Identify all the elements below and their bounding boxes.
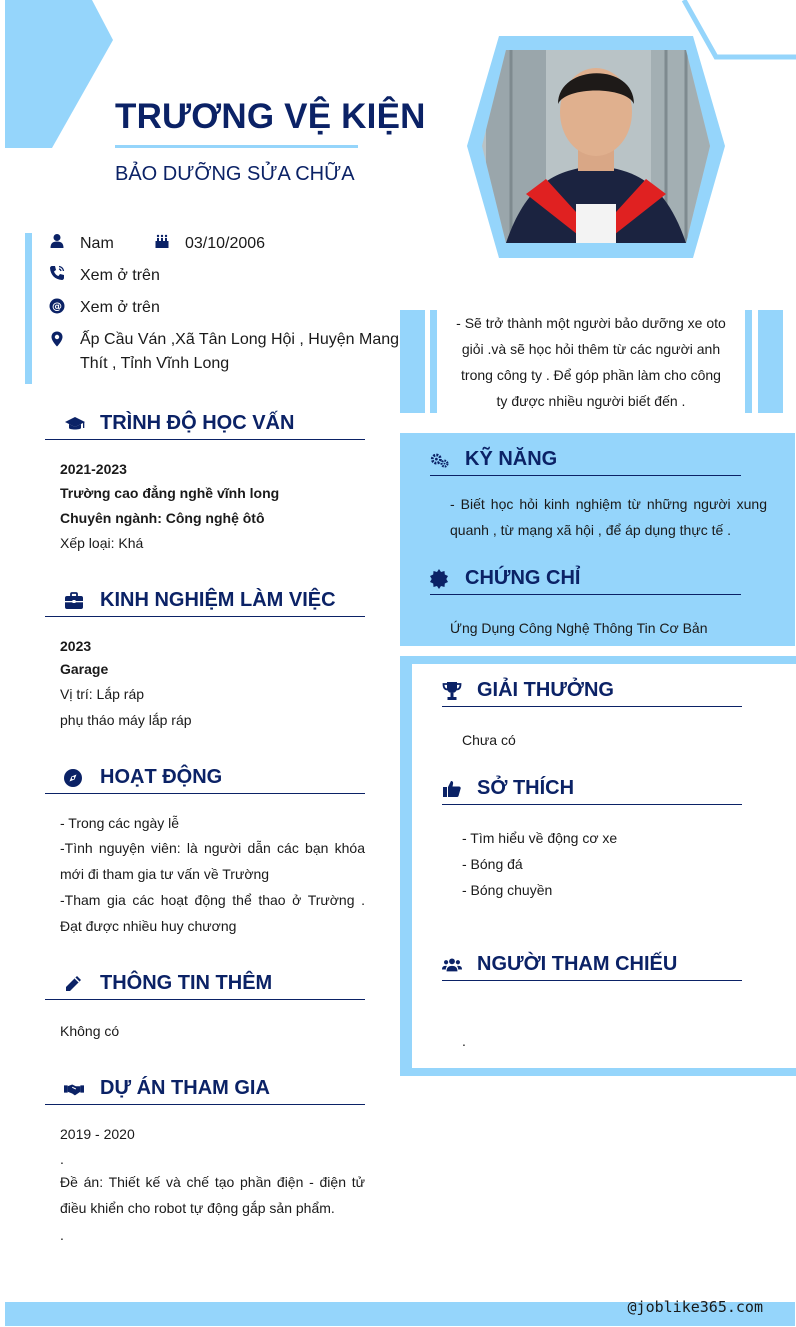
corner-decoration-left <box>0 0 120 150</box>
certificates-divider <box>430 594 741 595</box>
skills-divider <box>430 475 741 476</box>
activities-line-2: -Tình nguyện viên: là người dẫn các bạn khóa mới đi tham gia tư vấn về Trường <box>60 840 365 882</box>
objective-bar-left-inner <box>430 310 437 413</box>
projects-dot-2: . <box>60 1227 64 1243</box>
certificate-badge-icon <box>428 568 450 590</box>
certificates-title: CHỨNG CHỈ <box>465 567 581 589</box>
hobby-item-1: - Tìm hiểu về động cơ xe <box>462 830 618 846</box>
briefcase-icon <box>63 590 85 612</box>
address-line-1: Ấp Cầu Ván ,Xã Tân Long Hội , Huyện Mang <box>80 331 400 348</box>
footer-brand: @joblike365.com <box>627 1298 763 1316</box>
skills-title: KỸ NĂNG <box>465 448 558 470</box>
pencil-icon <box>62 973 84 995</box>
candidate-name: TRƯƠNG VỆ KIỆN <box>115 97 426 136</box>
hobby-item-2: - Bóng đá <box>462 856 523 872</box>
education-divider <box>45 439 365 440</box>
projects-title: DỰ ÁN THAM GIA <box>100 1077 270 1099</box>
hobbies-divider <box>442 804 742 805</box>
experience-position: Vị trí: Lắp ráp <box>60 686 145 702</box>
experience-divider <box>45 616 365 617</box>
email-at-icon <box>49 298 65 314</box>
education-period: 2021-2023 <box>60 461 127 477</box>
experience-title: KINH NGHIỆM LÀM VIỆC <box>100 589 336 611</box>
svg-text:@: @ <box>52 301 62 313</box>
references-text: . <box>462 1033 466 1049</box>
avatar-photo <box>466 34 726 260</box>
awards-text: Chưa có <box>462 732 516 748</box>
hobby-item-3: - Bóng chuyền <box>462 882 553 898</box>
job-title: BẢO DƯỠNG SỬA CHỮA <box>115 163 355 185</box>
certificates-text: Ứng Dụng Công Nghệ Thông Tin Cơ Bản <box>450 620 708 636</box>
awards-divider <box>442 706 742 707</box>
location-pin-icon <box>49 331 65 347</box>
thumbs-up-icon <box>441 778 463 800</box>
projects-divider <box>45 1104 365 1105</box>
address-line-2: Thít , Tỉnh Vĩnh Long <box>80 355 230 372</box>
email-value: Xem ở trên <box>80 299 160 316</box>
skills-text: - Biết học hỏi kinh nghiệm từ những người xung quanh , từ mạng xã hội , để áp dụng thực tế . <box>450 496 767 538</box>
career-objective-text: - Sẽ trở thành một người bảo dưỡng xe oto giỏi .và sẽ học hỏi thêm từ các người anh trong công ty . Để góp phần làm cho công ty được nhiều người biết đến . <box>456 315 726 409</box>
experience-company: Garage <box>60 661 109 677</box>
contact-accent-bar <box>25 233 32 384</box>
gender-value: Nam <box>80 235 114 252</box>
compass-icon <box>62 767 84 789</box>
birthday-value: 03/10/2006 <box>185 235 266 252</box>
birthday-cake-icon <box>154 233 170 249</box>
trophy-icon <box>441 680 463 702</box>
experience-description: phụ tháo máy lắp ráp <box>60 712 192 728</box>
handshake-icon <box>63 1078 85 1100</box>
experience-year: 2023 <box>60 638 92 654</box>
objective-bar-right-outer <box>758 310 783 413</box>
projects-description: Đề án: Thiết kế và chế tạo phần điện - điện tử điều khiển cho robot tự động gắp sản phẩm. <box>60 1174 365 1216</box>
activities-line-3: -Tham gia các hoạt động thể thao ở Trường . Đạt được nhiều huy chương <box>60 892 365 934</box>
activities-line-1: - Trong các ngày lễ <box>60 815 180 831</box>
activities-title: HOẠT ĐỘNG <box>100 766 223 788</box>
people-group-icon <box>441 954 463 976</box>
user-icon <box>49 233 65 249</box>
objective-bar-left-outer <box>400 310 425 413</box>
education-school: Trường cao đẳng nghề vĩnh long <box>60 485 280 501</box>
additional-info-divider <box>45 999 365 1000</box>
awards-panel-frame <box>400 656 796 1076</box>
phone-value: Xem ở trên <box>80 267 160 284</box>
objective-bar-right-inner <box>745 310 752 413</box>
gears-icon <box>429 449 451 471</box>
awards-title: GIẢI THƯỞNG <box>477 679 614 701</box>
projects-period: 2019 - 2020 <box>60 1126 135 1142</box>
projects-dot-1: . <box>60 1151 64 1167</box>
education-major: Chuyên ngành: Công nghệ ôtô <box>60 510 265 526</box>
education-grade: Xếp loại: Khá <box>60 535 144 551</box>
graduation-cap-icon <box>64 413 86 435</box>
hobbies-title: SỞ THÍCH <box>477 777 575 799</box>
additional-info-text: Không có <box>60 1023 120 1039</box>
education-title: TRÌNH ĐỘ HỌC VẤN <box>100 412 295 434</box>
references-title: NGƯỜI THAM CHIẾU <box>477 953 678 975</box>
name-underline <box>115 145 358 148</box>
activities-divider <box>45 793 365 794</box>
references-divider <box>442 980 742 981</box>
phone-icon <box>49 265 65 281</box>
additional-info-title: THÔNG TIN THÊM <box>100 972 273 994</box>
